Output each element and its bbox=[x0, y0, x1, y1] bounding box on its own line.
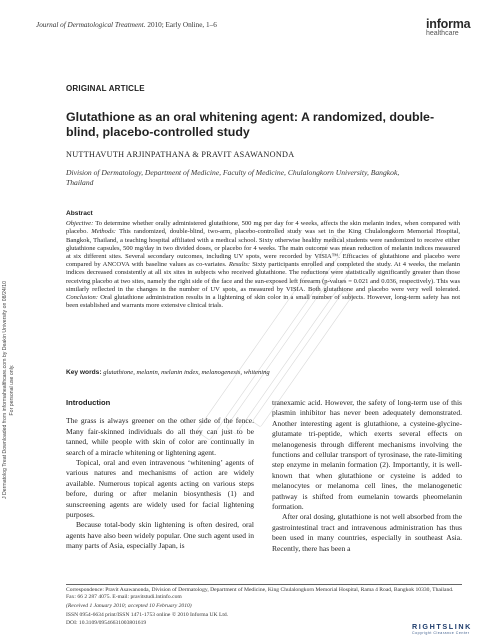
publisher-subtitle: healthcare bbox=[426, 30, 459, 37]
footer-divider bbox=[66, 584, 462, 585]
download-notice bbox=[2, 220, 20, 560]
results-label: Results: bbox=[228, 261, 250, 269]
author-affiliation: Division of Dermatology, Department of Medicine, Faculty of Medicine, Chulalongkorn University, Bangkok, Thailand bbox=[66, 168, 400, 187]
methods-label: Methods: bbox=[91, 228, 116, 236]
keywords bbox=[66, 369, 460, 376]
download-notice-line1: J Dermatolog Treat Downloaded from informahealthcare.com by Deakin University on 08/24/10 bbox=[2, 281, 8, 499]
introduction-heading: Introduction bbox=[66, 398, 111, 407]
conclusion-label: Conclusion: bbox=[66, 294, 99, 302]
article-type: ORIGINAL ARTICLE bbox=[66, 84, 145, 93]
paragraph-4: tranexamic acid. However, the safety of long-term use of this plasmin inhibitor has never been adequately demonstrated. Another interesting agent is glutathione, a cysteine-glycine-glutamate tri-peptide, which exerts several effects on melanogenesis through different mechanisms involving the functions and cellular transport of tyrosinase, the rate-limiting step enzyme in melanin formation (2). Importantly, it is well-known that when glutathione or cysteine is added to melanocytes or melanoma cell lines, the melanogenetic pathway is shifted from eumelanin towards pheomelanin formation. bbox=[272, 398, 462, 512]
publisher-name: informa bbox=[426, 17, 471, 31]
methods-text: This randomized, double-blind, two-arm, placebo-controlled study was set in the King Chulalongkorn Memorial Hospital, Bangkok, Thailand, a teaching hospital affiliated with a medical school. Sixty otherwise healthy medical students were randomized to receive either glutathione capsules, 500 mg/day in two divided doses, or placebo for 4 weeks. The main outcome was mean reduction of melanin indices measured at six different sites. Several secondary outcomes, including UV spots, were recorded by VISIA™. Efficacies of glutathione and placebo were compared by ANCOVA with baseline values as co-variates. bbox=[66, 228, 460, 269]
rightslink-subtitle: Copyright Clearance Center bbox=[412, 631, 470, 635]
keywords-label: Key words: bbox=[66, 369, 102, 376]
article-authors: NUTTHAVUTH ARJINPATHANA & PRAVIT ASAWANONDA bbox=[66, 150, 295, 159]
doi: DOI: 10.3109/09546631003801619 bbox=[66, 619, 147, 626]
issn: ISSN 0954-6634 print/ISSN 1471-1753 online © 2010 Informa UK Ltd. bbox=[66, 612, 229, 618]
correspondence: Correspondence: Pravit Asawanonda, Division of Dermatology, Department of Medicine, King Chulalongkorn Memorial Hospital, Rama 4 Road, Bangkok 10330, Thailand. Fax: 66 2 287 4075. E-mail: pravitstudi.lntinfo.com bbox=[66, 587, 454, 601]
download-notice-line2: For personal use only. bbox=[9, 364, 15, 416]
keywords-text: glutathione, melanin, melanin index, melanogenesis, whitening bbox=[103, 369, 270, 376]
abstract-body bbox=[66, 220, 460, 310]
article-title: Glutathione as an oral whitening agent: A randomized, double-blind, placebo-controlled study bbox=[66, 110, 435, 139]
conclusion-text: Oral glutathione administration results in a lightening of skin color in a small number of subjects. However, long-term safety has not been established and warrants more extensive clinical trials. bbox=[66, 294, 461, 310]
publisher-logo bbox=[426, 17, 470, 37]
paragraph-5: After oral dosing, glutathione is not well absorbed from the gastrointestinal tract and intravenous administration has thus been used in many countries, especially in southeast Asia. Recently, there has been a bbox=[272, 512, 462, 553]
journal-name: Journal of Dermatological Treatment. bbox=[36, 21, 146, 29]
abstract-heading: Abstract bbox=[66, 210, 93, 217]
abstract bbox=[66, 210, 460, 310]
received-dates: (Received 1 January 2010; accepted 10 February 2010) bbox=[66, 603, 192, 609]
objective-label: Objective: bbox=[66, 220, 94, 228]
paragraph-3: Because total-body skin lightening is often desired, oral agents have also been widely popular. One such agent used in many parts of Asia, especially Japan, is bbox=[66, 520, 254, 551]
paragraph-1: The grass is always greener on the other side of the fence. Many fair-skinned individuals do all they can just to be tanned, while people with skin of color are continually in search of a miracle whitening or lightening agent. bbox=[66, 416, 254, 457]
issn-doi bbox=[66, 612, 228, 627]
objective-text: To determine whether orally administered glutathione, 500 mg per day for 4 weeks, affects the skin melanin index, when compared with placebo. bbox=[66, 220, 460, 236]
journal-citation bbox=[36, 21, 217, 29]
rightslink-logo[interactable]: RIGHTSLINK bbox=[412, 622, 472, 631]
body-column-left bbox=[66, 398, 254, 552]
journal-issue: 2010; Early Online, 1–6 bbox=[147, 21, 217, 29]
body-column-right bbox=[272, 398, 462, 554]
results-text: Sixty participants enrolled and completed the study. At 4 weeks, the melanin indices decreased consistently at all six sites in subjects who received glutathione. The reductions were statistically significantly greater than those receiving placebo at two sites, namely the right side of the face and the sun-exposed left forearm (p-values = 0.021 and 0.036, respectively). This was similarly reflected in the changes in the number of UV spots, as measured by VISIA. Both glutathione and placebo were very well tolerated. bbox=[66, 261, 461, 293]
paragraph-2: Topical, oral and even intravenous ‘whitening’ agents of various natures and mechanisms of action are widely available. Numerous topical agents acting on various steps before, during or after melanin biosynthesis (1) and sunscreening agents are widely used for facial lightening purposes. bbox=[66, 458, 254, 520]
